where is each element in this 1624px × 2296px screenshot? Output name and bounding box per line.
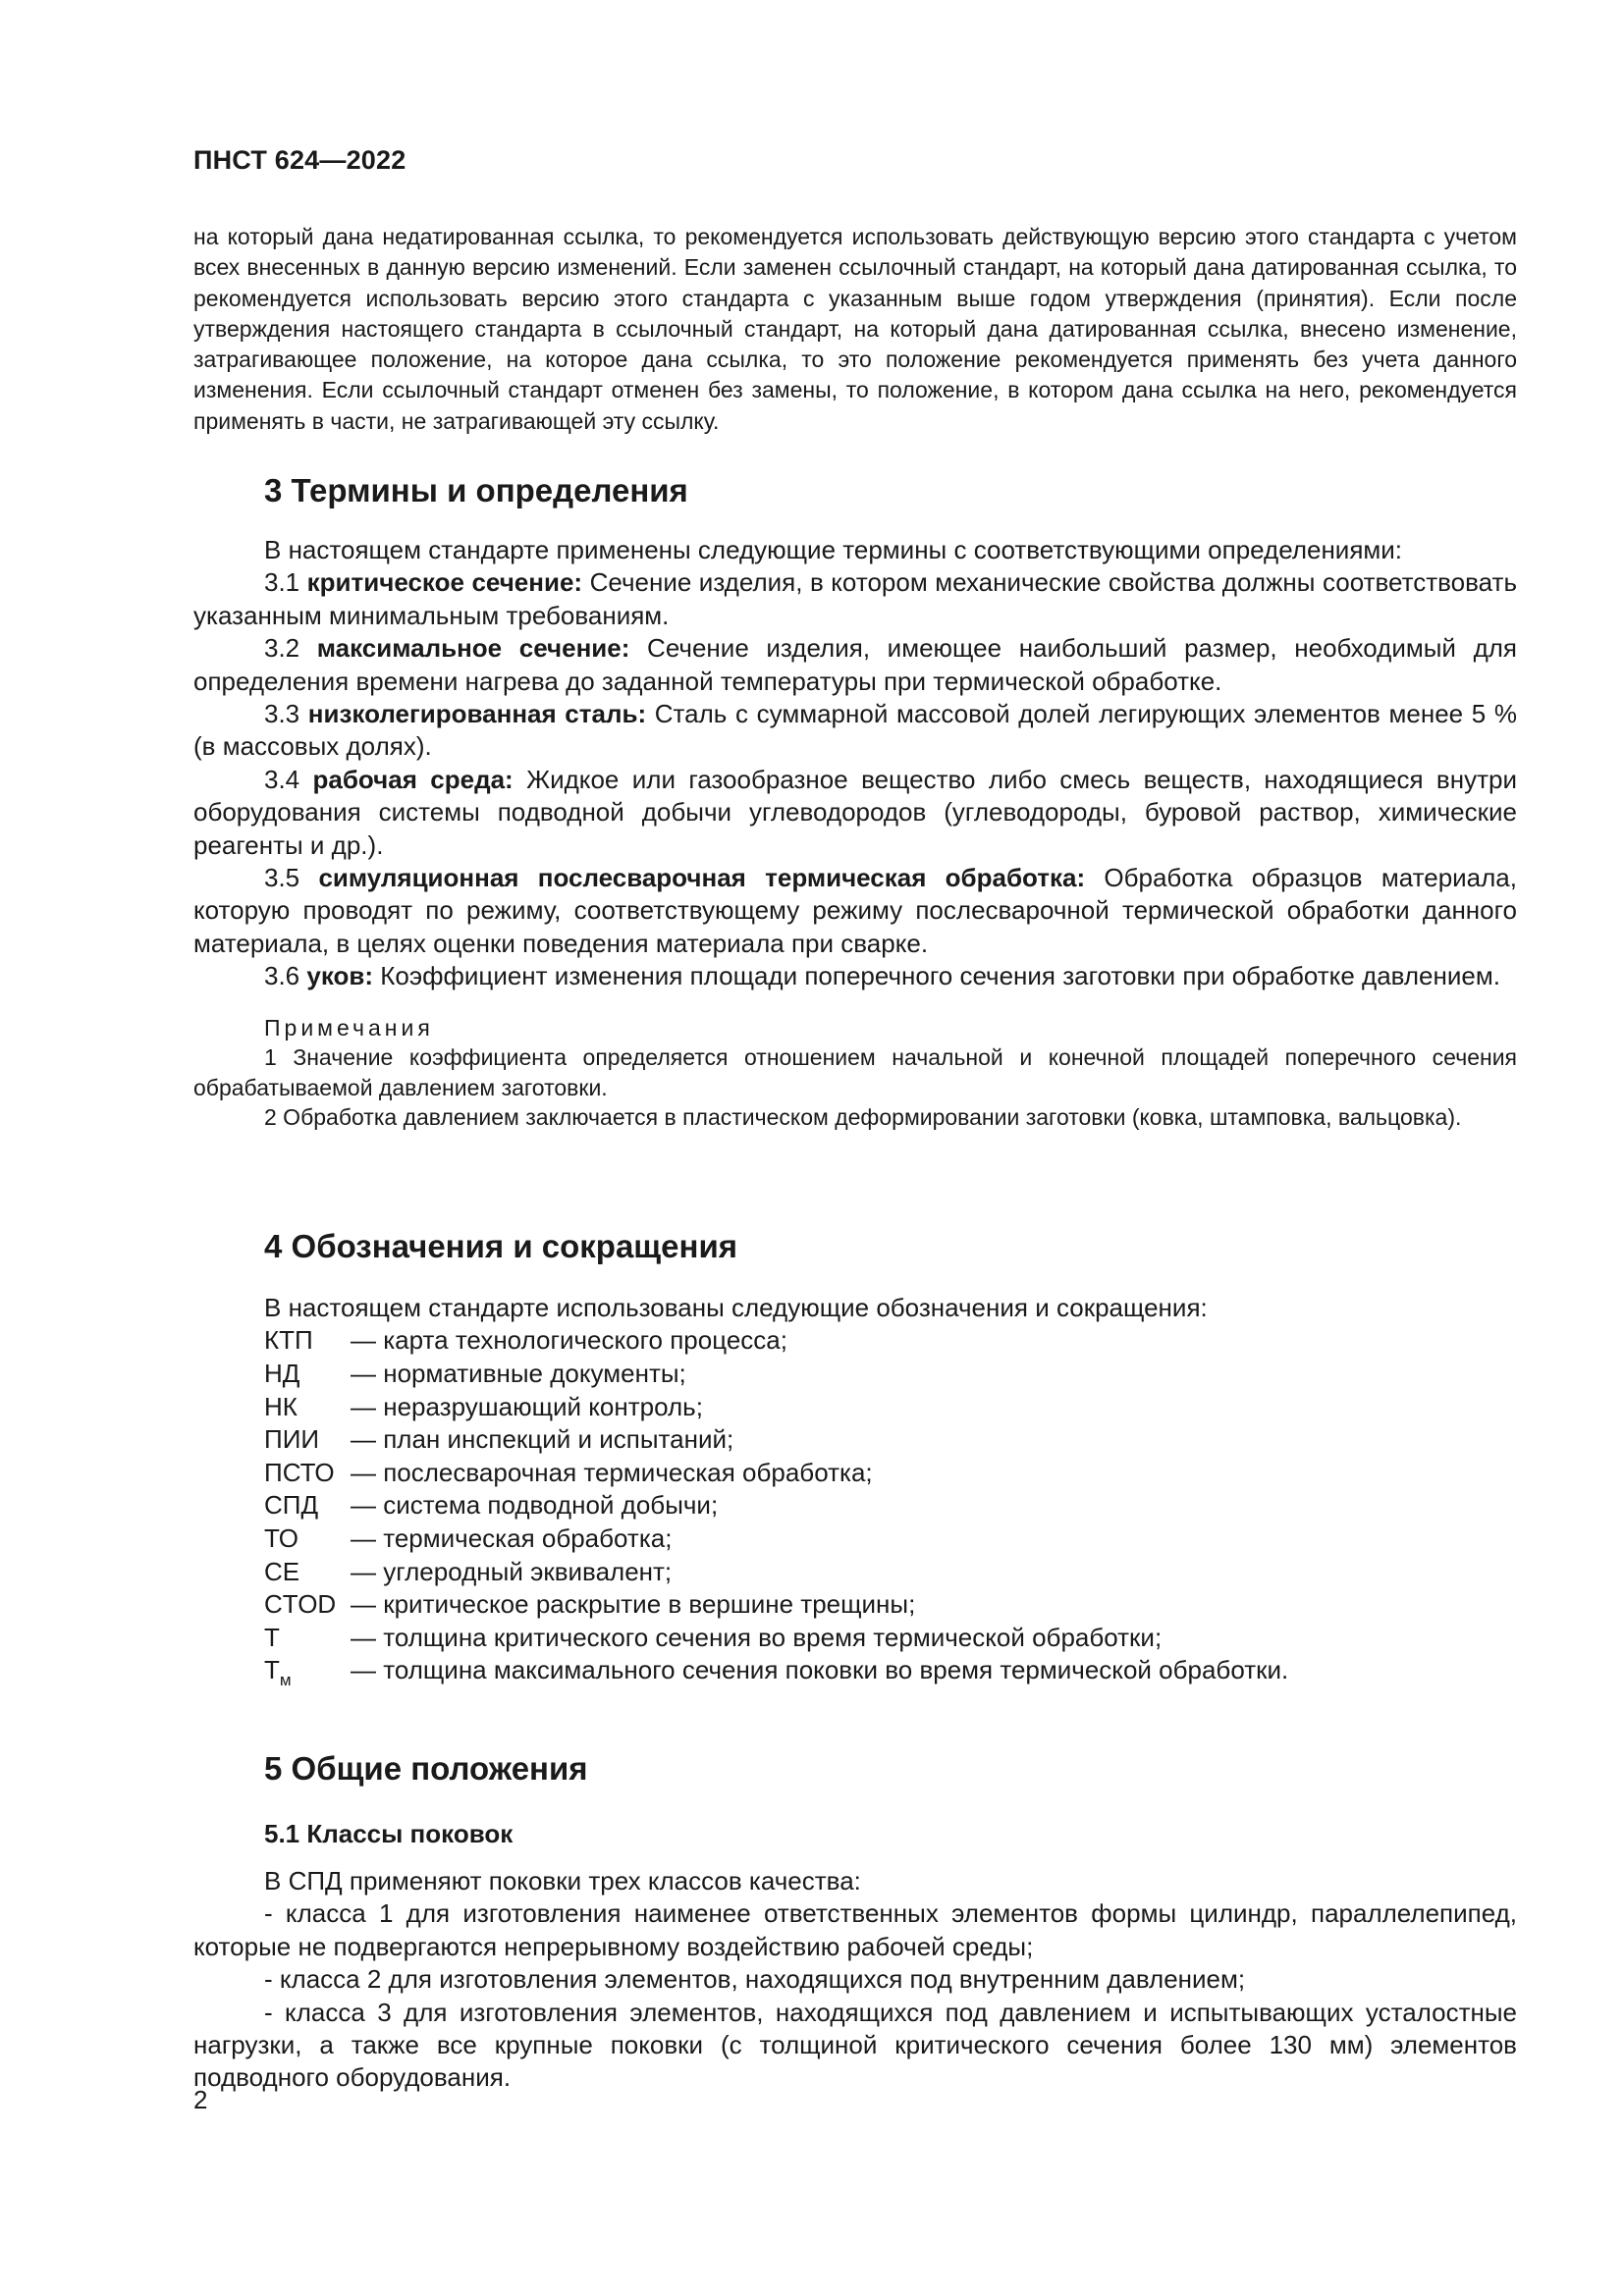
term-definition: Коэффициент изменения площади поперечного сечения заготовки при обработке давлением. — [373, 961, 1500, 991]
section-4-lead: В настоящем стандарте использованы следующие обозначения и сокращения: — [264, 1293, 1208, 1322]
section-4-body — [193, 1292, 1517, 1324]
abbreviation-code: CE — [264, 1556, 300, 1586]
term-name: низколегированная сталь: — [307, 699, 647, 729]
section-3-body — [193, 534, 1517, 993]
class-item-3: - класса 3 для изготовления элементов, находящихся под давлением и испытывающих усталостные нагрузки, а также все крупные поковки (с толщиной критического сечения более 130 мм) элементов подводного оборудования. — [193, 1997, 1517, 2093]
abbreviation-code: НК — [264, 1391, 298, 1421]
abbreviation-description: — неразрушающий контроль; — [351, 1391, 703, 1421]
term-number: 3.2 — [264, 633, 317, 664]
abbreviation-row — [264, 1622, 1517, 1655]
symbol-subscript: м — [279, 1671, 292, 1690]
abbreviation-description: — система подводной добычи; — [351, 1490, 719, 1521]
term-number: 3.3 — [264, 699, 308, 729]
term-name: критическое сечение: — [306, 567, 583, 598]
abbreviation-description: — карта технологического процесса; — [351, 1325, 787, 1356]
section-4 — [193, 1225, 1517, 1690]
abbreviation-row — [264, 1358, 1517, 1391]
abbreviation-code: ТО — [264, 1522, 298, 1553]
page-number: 2 — [193, 2085, 208, 2114]
document-header: ПНСТ 624—2022 — [193, 145, 406, 175]
abbreviation-row — [264, 1654, 1517, 1690]
term-number: 3.1 — [264, 567, 307, 598]
term-3-5 — [193, 862, 1517, 960]
term-number: 3.5 — [264, 863, 319, 893]
class-item-1: - класса 1 для изготовления наименее ответственных элементов формы цилиндр, параллелепипед, которые не подвергаются непрерывному воздействию рабочей среды; — [193, 1898, 1517, 1961]
subsection-5-1-title: 5.1 Классы поковок — [264, 1819, 514, 1848]
note-2: 2 Обработка давлением заключается в пластическом деформировании заготовки (ковка, штамповка, вальцовка). — [264, 1104, 1462, 1131]
note-1: 1 Значение коэффициента определяется отношением начальной и конечной площадей поперечного сечения обрабатываемой давлением заготовки. — [193, 1044, 1517, 1100]
abbreviation-row — [264, 1391, 1517, 1424]
abbreviation-code: T — [264, 1622, 280, 1652]
abbreviation-description: — план инспекций и испытаний; — [351, 1424, 734, 1455]
section-5-title: 5 Общие положения — [264, 1750, 588, 1787]
abbreviation-list — [264, 1324, 1517, 1690]
abbreviation-code: СПД — [264, 1490, 319, 1521]
term-definition: Сечение изделия, в котором механические свойства должны соответствовать указанным минимальным требованиям. — [193, 567, 1517, 630]
abbreviation-description: — термическая обработка; — [351, 1522, 673, 1553]
section-5 — [193, 1747, 1517, 2095]
abbreviation-row — [264, 1556, 1517, 1589]
term-name: симуляционная послесварочная термическая обработка: — [318, 863, 1086, 893]
abbreviation-code: КТП — [264, 1325, 313, 1356]
abbreviation-description: — толщина критического сечения во время термической обработки; — [351, 1622, 1163, 1652]
abbreviation-row — [264, 1457, 1517, 1490]
abbreviation-code: ПСТО — [264, 1457, 335, 1487]
notes-title: Примечания — [264, 1014, 434, 1041]
term-3-1 — [193, 566, 1517, 632]
term-definition: Обработка образцов материала, которую проводят по режиму, соответствующему режиму послесварочной термической обработки данного материала, в целях оценки поведения материала при сварке. — [193, 863, 1517, 958]
abbreviation-description: — критическое раскрытие в вершине трещины; — [351, 1589, 916, 1620]
abbreviation-row — [264, 1489, 1517, 1522]
abbreviation-row — [264, 1423, 1517, 1457]
term-definition: Жидкое или газообразное вещество либо смесь веществ, находящиеся внутри оборудования системы подводной добычи углеводородов (углеводороды, буровой раствор, химические реагенты и др.). — [193, 764, 1517, 860]
abbreviation-row — [264, 1588, 1517, 1622]
symbol-base: T — [264, 1655, 280, 1685]
term-number: 3.6 — [264, 961, 307, 991]
abbreviation-row — [264, 1522, 1517, 1556]
term-3-3 — [193, 698, 1517, 764]
term-3-4 — [193, 764, 1517, 862]
abbreviation-description: — толщина максимального сечения поковки во время термической обработки. — [351, 1655, 1289, 1685]
section-4-title: 4 Обозначения и сокращения — [264, 1228, 737, 1264]
intro-paragraph: на который дана недатированная ссылка, то рекомендуется использовать действующую версию этого стандарта с учетом всех внесенных в данную версию изменений. Если заменен ссылочный стандарт, на который дана датированная ссылка, то рекомендуется использовать версию этого стандарта с указанным выше годом утверждения (принятия). Если после утверждения настоящего стандарта в ссылочный стандарт, на который дана датированная ссылка, внесено изменение, затрагивающее положение, на которое дана ссылка, то это положение рекомендуется применять без учета данного изменения. Если ссылочный стандарт отменен без замены, то положение, в котором дана ссылка на него, рекомендуется применять в части, не затрагивающей эту ссылку. — [193, 224, 1517, 434]
term-3-6 — [193, 960, 1517, 992]
section-3-lead: В настоящем стандарте применены следующие термины с соответствующими определениями: — [264, 535, 1403, 564]
section-3-title: 3 Термины и определения — [264, 472, 688, 508]
abbreviation-code: CTOD — [264, 1589, 337, 1620]
term-number: 3.4 — [264, 764, 313, 794]
abbreviation-code: ПИИ — [264, 1424, 320, 1455]
abbreviation-description: — нормативные документы; — [351, 1359, 686, 1388]
abbreviation-description: — послесварочная термическая обработка; — [351, 1457, 873, 1487]
section-5-body — [193, 1865, 1517, 2095]
class-item-2: - класса 2 для изготовления элементов, находящихся под внутренним давлением; — [264, 1964, 1246, 1995]
abbreviation-code — [264, 1654, 351, 1690]
abbreviation-code: НД — [264, 1359, 300, 1388]
abbreviation-row — [264, 1324, 1517, 1358]
term-name: рабочая среда: — [312, 764, 514, 794]
term-name: максимальное сечение: — [316, 633, 630, 664]
term-definition: Сечение изделия, имеющее наибольший размер, необходимый для определения времени нагрева до заданной температуры при термической обработке. — [193, 633, 1518, 696]
section-3 — [193, 469, 1517, 1133]
term-name: уков: — [306, 961, 374, 991]
abbreviation-description: — углеродный эквивалент; — [351, 1556, 673, 1586]
term-definition: Сталь с суммарной массовой долей легирующих элементов менее 5 % (в массовых долях). — [193, 699, 1517, 762]
section-5-lead: В СПД применяют поковки трех классов качества: — [264, 1866, 861, 1896]
term-3-2 — [193, 632, 1517, 698]
notes-block — [193, 1013, 1517, 1133]
